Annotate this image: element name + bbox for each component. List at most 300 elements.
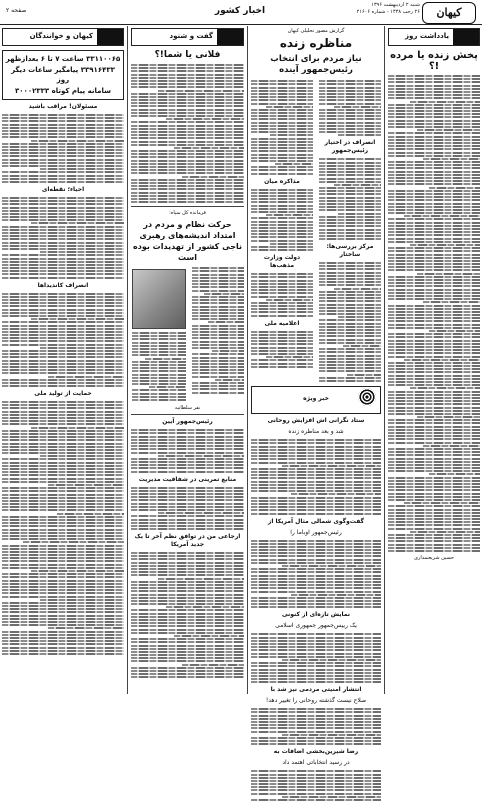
text-line bbox=[2, 618, 124, 620]
text-line bbox=[2, 130, 124, 132]
text-line bbox=[192, 357, 244, 359]
text-line bbox=[319, 355, 381, 357]
text-line bbox=[404, 359, 480, 361]
text-line bbox=[131, 93, 244, 95]
text-line bbox=[2, 155, 124, 157]
text-line bbox=[131, 558, 244, 560]
text-line bbox=[131, 458, 244, 460]
spiral-icon bbox=[358, 388, 376, 406]
text-line bbox=[251, 474, 381, 476]
text-line bbox=[251, 122, 313, 124]
text-line bbox=[388, 231, 480, 233]
text-line bbox=[2, 494, 124, 496]
text-line bbox=[251, 731, 381, 733]
dialog-bar bbox=[131, 28, 244, 46]
text-line bbox=[2, 261, 124, 263]
text-line bbox=[251, 591, 381, 593]
text-line bbox=[388, 426, 480, 428]
text-line bbox=[338, 316, 381, 318]
text-line bbox=[2, 404, 124, 406]
report-mid-headline-2: اعلامیه ملی bbox=[264, 319, 300, 327]
text-line bbox=[319, 297, 381, 299]
text-line bbox=[319, 219, 381, 221]
text-line bbox=[131, 432, 244, 434]
text-line bbox=[319, 329, 381, 331]
text-line bbox=[388, 480, 480, 482]
text-line bbox=[319, 209, 381, 211]
text-line bbox=[145, 358, 186, 360]
text-line bbox=[192, 270, 244, 272]
section-title: اخبار کشور bbox=[214, 6, 266, 16]
text-line bbox=[2, 564, 124, 566]
text-line bbox=[388, 403, 480, 405]
text-line bbox=[131, 597, 244, 599]
text-line bbox=[319, 158, 381, 160]
text-line bbox=[131, 509, 244, 511]
text-line bbox=[2, 414, 124, 416]
text-line bbox=[2, 219, 124, 221]
text-line bbox=[131, 153, 244, 155]
text-line bbox=[251, 305, 313, 307]
text-line bbox=[251, 587, 381, 589]
text-line bbox=[251, 786, 381, 788]
text-line bbox=[388, 97, 480, 99]
text-line bbox=[192, 360, 244, 362]
text-line bbox=[31, 570, 124, 572]
text-line bbox=[2, 369, 124, 371]
text-line bbox=[131, 506, 244, 508]
text-line bbox=[2, 356, 124, 358]
text-line bbox=[388, 371, 480, 373]
text-line bbox=[388, 384, 480, 386]
text-line bbox=[388, 218, 480, 220]
text-line bbox=[319, 165, 381, 167]
text-line bbox=[2, 216, 124, 218]
text-line bbox=[2, 551, 124, 553]
phone-line-2[interactable]: ۳۳۹۱۶۴۳۳ پیامگیر ساعات دیگر روز bbox=[11, 66, 115, 84]
text-line bbox=[251, 118, 313, 120]
text-line bbox=[388, 250, 480, 252]
text-line bbox=[182, 176, 244, 178]
text-line bbox=[2, 226, 124, 228]
reader-text bbox=[2, 197, 124, 279]
text-line bbox=[2, 621, 124, 623]
text-line bbox=[251, 131, 313, 133]
text-line bbox=[132, 364, 186, 366]
text-line bbox=[192, 328, 244, 330]
text-line bbox=[251, 208, 313, 210]
text-line bbox=[40, 599, 124, 601]
text-line bbox=[319, 326, 381, 328]
text-line bbox=[2, 363, 124, 365]
text-line bbox=[410, 387, 480, 389]
text-line bbox=[251, 195, 313, 197]
text-line bbox=[2, 114, 124, 116]
special-news-banner bbox=[251, 386, 381, 414]
text-line bbox=[192, 341, 244, 343]
text-line bbox=[388, 368, 480, 370]
text-line bbox=[131, 99, 244, 101]
text-line bbox=[388, 483, 480, 485]
text-line bbox=[388, 505, 480, 507]
text-line bbox=[251, 552, 381, 554]
text-line bbox=[131, 515, 244, 517]
text-line bbox=[388, 88, 480, 90]
readers-bar-label: کیهان و خوانندگان bbox=[29, 32, 93, 40]
text-line bbox=[251, 363, 313, 365]
text-line bbox=[2, 162, 124, 164]
text-line bbox=[319, 83, 381, 85]
sub-headline-1[interactable]: رئیس‌جمهور آیین bbox=[162, 418, 213, 426]
text-line bbox=[192, 372, 244, 374]
sms-line[interactable]: سامانه پیام کوتاه ۳۰۰۰۲۳۳۳ bbox=[15, 87, 111, 95]
text-line bbox=[131, 562, 244, 564]
text-line bbox=[212, 350, 244, 352]
text-line bbox=[2, 273, 124, 275]
sub-headline-3[interactable]: ارجاعی من در توافق‌ نظم‌ آخر تا یک جدید آمریکا bbox=[134, 533, 241, 549]
text-line bbox=[251, 727, 381, 729]
text-line bbox=[158, 578, 244, 580]
text-line bbox=[334, 106, 381, 108]
text-line bbox=[2, 372, 124, 374]
issue-number: ۲۶ رجب ۱۴۳۸ - شماره ۲۱۶۰۶ bbox=[356, 9, 420, 15]
text-line bbox=[131, 625, 244, 627]
text-line bbox=[388, 327, 480, 329]
text-line bbox=[2, 525, 124, 527]
text-line bbox=[2, 334, 124, 336]
text-line bbox=[131, 581, 244, 583]
text-line bbox=[388, 75, 480, 77]
text-line bbox=[131, 490, 244, 492]
text-line bbox=[132, 348, 186, 350]
text-line bbox=[388, 94, 480, 96]
commander-subcol bbox=[190, 266, 246, 402]
bar-block-icon bbox=[453, 29, 479, 45]
dialog-headline[interactable]: فلانی یا شما!؟ bbox=[154, 50, 221, 60]
editorial-headline[interactable]: پخش زنده یا مرده !؟ bbox=[390, 50, 478, 72]
text-line bbox=[388, 515, 480, 517]
text-line bbox=[131, 632, 244, 634]
story-2-title[interactable]: گفت‌وگوی شمالی مثال آمریکا از bbox=[267, 517, 365, 525]
text-line bbox=[319, 174, 381, 176]
report-text bbox=[319, 80, 381, 136]
text-line bbox=[319, 278, 381, 280]
text-line bbox=[251, 562, 381, 564]
text-line bbox=[388, 442, 480, 444]
text-line bbox=[2, 446, 124, 448]
text-line bbox=[131, 619, 244, 621]
text-line bbox=[388, 171, 480, 173]
text-line bbox=[251, 93, 313, 95]
text-line bbox=[131, 574, 244, 576]
text-line bbox=[251, 90, 313, 92]
text-line bbox=[319, 171, 381, 173]
text-line bbox=[251, 334, 313, 336]
text-line bbox=[2, 624, 124, 626]
text-line bbox=[251, 452, 381, 454]
text-line bbox=[2, 443, 124, 445]
text-line bbox=[388, 410, 480, 412]
text-line bbox=[251, 283, 313, 285]
story-5-title[interactable]: رضا شیرین‌بخشی اضافات به bbox=[273, 748, 359, 756]
text-line bbox=[388, 257, 480, 259]
text-line bbox=[251, 509, 381, 511]
news-photo[interactable] bbox=[132, 269, 186, 329]
text-line bbox=[251, 462, 381, 464]
text-line bbox=[319, 275, 381, 277]
text-line bbox=[251, 656, 381, 658]
text-line bbox=[48, 484, 124, 486]
text-line bbox=[251, 484, 381, 486]
text-line bbox=[388, 155, 480, 157]
reader-item-4: حمایت از تولید ملی bbox=[34, 390, 92, 398]
text-line bbox=[410, 101, 480, 103]
text-line bbox=[319, 335, 381, 337]
commander-kicker: فرمانده کل سپاه: bbox=[169, 210, 206, 217]
commander-author: نفر سلطانیه bbox=[174, 405, 201, 412]
text-line bbox=[131, 448, 244, 450]
text-line bbox=[388, 461, 480, 463]
text-line bbox=[251, 549, 381, 551]
text-line bbox=[131, 555, 244, 557]
text-line bbox=[251, 205, 313, 207]
text-line bbox=[251, 724, 381, 726]
text-line bbox=[131, 144, 244, 146]
text-line bbox=[388, 285, 480, 287]
text-line bbox=[2, 554, 124, 556]
text-line bbox=[131, 112, 244, 114]
commander-headline[interactable]: حرکت نظام و مردم در امتداد اندیشه‌های رهبری ناجی کشور از تهدیدات بوده است bbox=[133, 220, 242, 263]
text-line bbox=[388, 320, 480, 322]
text-line bbox=[2, 592, 124, 594]
text-line bbox=[251, 653, 381, 655]
issue-date: شنبه ۲ اردیبهشت ۱۳۹۶ bbox=[371, 2, 420, 8]
text-line bbox=[251, 555, 381, 557]
text-line bbox=[388, 451, 480, 453]
text-line bbox=[388, 454, 480, 456]
text-line bbox=[2, 305, 124, 307]
text-line bbox=[2, 631, 124, 633]
sub-text bbox=[131, 487, 244, 530]
text-line bbox=[2, 152, 124, 154]
text-line bbox=[388, 193, 480, 195]
text-line bbox=[388, 113, 480, 115]
text-line bbox=[319, 300, 381, 302]
text-line bbox=[2, 178, 124, 180]
text-line bbox=[388, 352, 480, 354]
contact-box bbox=[2, 50, 124, 100]
text-line bbox=[2, 337, 124, 339]
text-line bbox=[388, 110, 480, 112]
text-line bbox=[251, 157, 313, 159]
text-line bbox=[131, 109, 244, 111]
text-line bbox=[48, 627, 124, 629]
text-line bbox=[388, 400, 480, 402]
text-line bbox=[2, 509, 124, 511]
story-5-subtitle: در رسید انتخاباتی اهتمد داد bbox=[282, 759, 350, 767]
text-line bbox=[2, 133, 124, 135]
text-line bbox=[388, 534, 480, 536]
text-line bbox=[338, 134, 381, 136]
text-line bbox=[2, 548, 124, 550]
text-line bbox=[132, 338, 186, 340]
text-line bbox=[2, 503, 124, 505]
text-line bbox=[2, 312, 124, 314]
story-1-subtitle: شد و بعد مناظره زنده bbox=[288, 428, 344, 436]
text-line bbox=[2, 538, 124, 540]
text-line bbox=[2, 299, 124, 301]
text-line bbox=[251, 633, 381, 635]
text-line bbox=[2, 535, 124, 537]
text-line bbox=[31, 427, 124, 429]
text-line bbox=[131, 67, 244, 69]
text-line bbox=[388, 540, 480, 542]
text-line bbox=[266, 299, 313, 301]
report-headline[interactable]: مناظره زنده bbox=[279, 36, 353, 50]
text-line bbox=[251, 669, 381, 671]
text-line bbox=[192, 331, 244, 333]
editorial-body bbox=[388, 75, 480, 552]
text-line bbox=[132, 396, 186, 398]
text-line bbox=[388, 234, 480, 236]
text-line bbox=[388, 142, 480, 144]
text-line bbox=[388, 164, 480, 166]
text-line bbox=[131, 600, 244, 602]
text-line bbox=[251, 446, 381, 448]
text-line bbox=[131, 439, 244, 441]
dialog-bar-label: گفت و شنود bbox=[169, 32, 213, 40]
text-line bbox=[251, 711, 381, 713]
text-line bbox=[388, 85, 480, 87]
text-line bbox=[388, 292, 480, 294]
text-line bbox=[319, 323, 381, 325]
text-line bbox=[388, 91, 480, 93]
text-line bbox=[388, 266, 480, 268]
text-line bbox=[251, 506, 381, 508]
text-line bbox=[192, 337, 244, 339]
text-line bbox=[251, 665, 381, 667]
story-text bbox=[251, 708, 381, 745]
story-4-title[interactable]: انتشار امنیتی مردمی نیز شد با bbox=[270, 686, 362, 694]
text-line bbox=[2, 127, 124, 129]
text-line bbox=[2, 401, 124, 403]
text-line bbox=[2, 567, 124, 569]
text-line bbox=[251, 439, 381, 441]
text-line bbox=[251, 575, 381, 577]
story-1-title[interactable]: ستاد نگرانی اش افزایش روحانی bbox=[267, 417, 365, 425]
text-line bbox=[388, 493, 480, 495]
text-line bbox=[131, 590, 244, 592]
text-line bbox=[423, 301, 480, 303]
text-line bbox=[388, 167, 480, 169]
text-line bbox=[2, 529, 124, 531]
phone-line-1[interactable]: ۳۳۱۱۰۰۶۵ ساعت ۷ تا ۶ بعدازظهر bbox=[5, 55, 121, 63]
text-line bbox=[388, 222, 480, 224]
text-line bbox=[251, 737, 381, 739]
text-line bbox=[251, 503, 381, 505]
text-line bbox=[319, 229, 381, 231]
text-line bbox=[251, 125, 313, 127]
text-line bbox=[388, 104, 480, 106]
text-line bbox=[319, 238, 381, 240]
text-line bbox=[388, 521, 480, 523]
text-line bbox=[251, 783, 381, 785]
text-line bbox=[192, 286, 244, 288]
text-line bbox=[388, 537, 480, 539]
text-line bbox=[388, 78, 480, 80]
text-line bbox=[57, 513, 124, 515]
text-line bbox=[251, 649, 381, 651]
text-line bbox=[319, 332, 381, 334]
text-line bbox=[2, 506, 124, 508]
report-box-title-3: مذاکره میان bbox=[264, 177, 300, 185]
text-line bbox=[319, 319, 381, 321]
text-line bbox=[388, 209, 480, 211]
text-line bbox=[319, 90, 381, 92]
text-line bbox=[149, 386, 186, 388]
text-line bbox=[192, 274, 244, 276]
text-line bbox=[251, 581, 381, 583]
text-line bbox=[319, 203, 381, 205]
text-line bbox=[319, 112, 381, 114]
report-subheadline[interactable]: نیاز مردم برای انتخاب رئیس‌جمهور آینده bbox=[270, 54, 362, 75]
text-line bbox=[131, 182, 244, 184]
text-line bbox=[131, 461, 244, 463]
text-line bbox=[131, 429, 244, 431]
sub-text bbox=[131, 429, 244, 472]
text-line bbox=[2, 238, 124, 240]
text-line bbox=[131, 105, 244, 107]
story-3-title[interactable]: نمایش تازه‌ای از کنونی bbox=[281, 611, 351, 619]
text-line bbox=[319, 225, 381, 227]
text-line bbox=[251, 500, 381, 502]
text-line bbox=[319, 87, 381, 89]
text-line bbox=[251, 497, 381, 499]
text-line bbox=[266, 356, 313, 358]
text-line bbox=[266, 106, 313, 108]
text-line bbox=[131, 436, 244, 438]
text-line bbox=[251, 154, 313, 156]
text-line bbox=[319, 181, 381, 183]
text-line bbox=[319, 80, 381, 82]
text-line bbox=[319, 125, 381, 127]
newspaper-logo[interactable]: کیهان bbox=[422, 2, 476, 24]
report-column bbox=[249, 26, 383, 767]
text-line bbox=[131, 584, 244, 586]
text-line bbox=[2, 267, 124, 269]
text-line bbox=[319, 235, 381, 237]
sub-headline-2[interactable]: منابع تمرینی در شفافیت مدیریت bbox=[138, 475, 237, 483]
text-line bbox=[319, 222, 381, 224]
text-line bbox=[2, 344, 124, 346]
text-line bbox=[2, 430, 124, 432]
text-line bbox=[251, 481, 381, 483]
text-line bbox=[319, 168, 381, 170]
report-box-title-2: مرکز بررسی‌ها: ساختار bbox=[326, 243, 374, 259]
text-line bbox=[158, 455, 244, 457]
text-line bbox=[388, 145, 480, 147]
text-line bbox=[388, 422, 480, 424]
text-line bbox=[282, 565, 381, 567]
text-line bbox=[2, 576, 124, 578]
text-line bbox=[251, 147, 313, 149]
text-line bbox=[388, 547, 480, 549]
text-line bbox=[2, 420, 124, 422]
text-line bbox=[131, 192, 244, 194]
text-line bbox=[2, 596, 124, 598]
text-line bbox=[131, 83, 244, 85]
text-line bbox=[282, 796, 381, 798]
